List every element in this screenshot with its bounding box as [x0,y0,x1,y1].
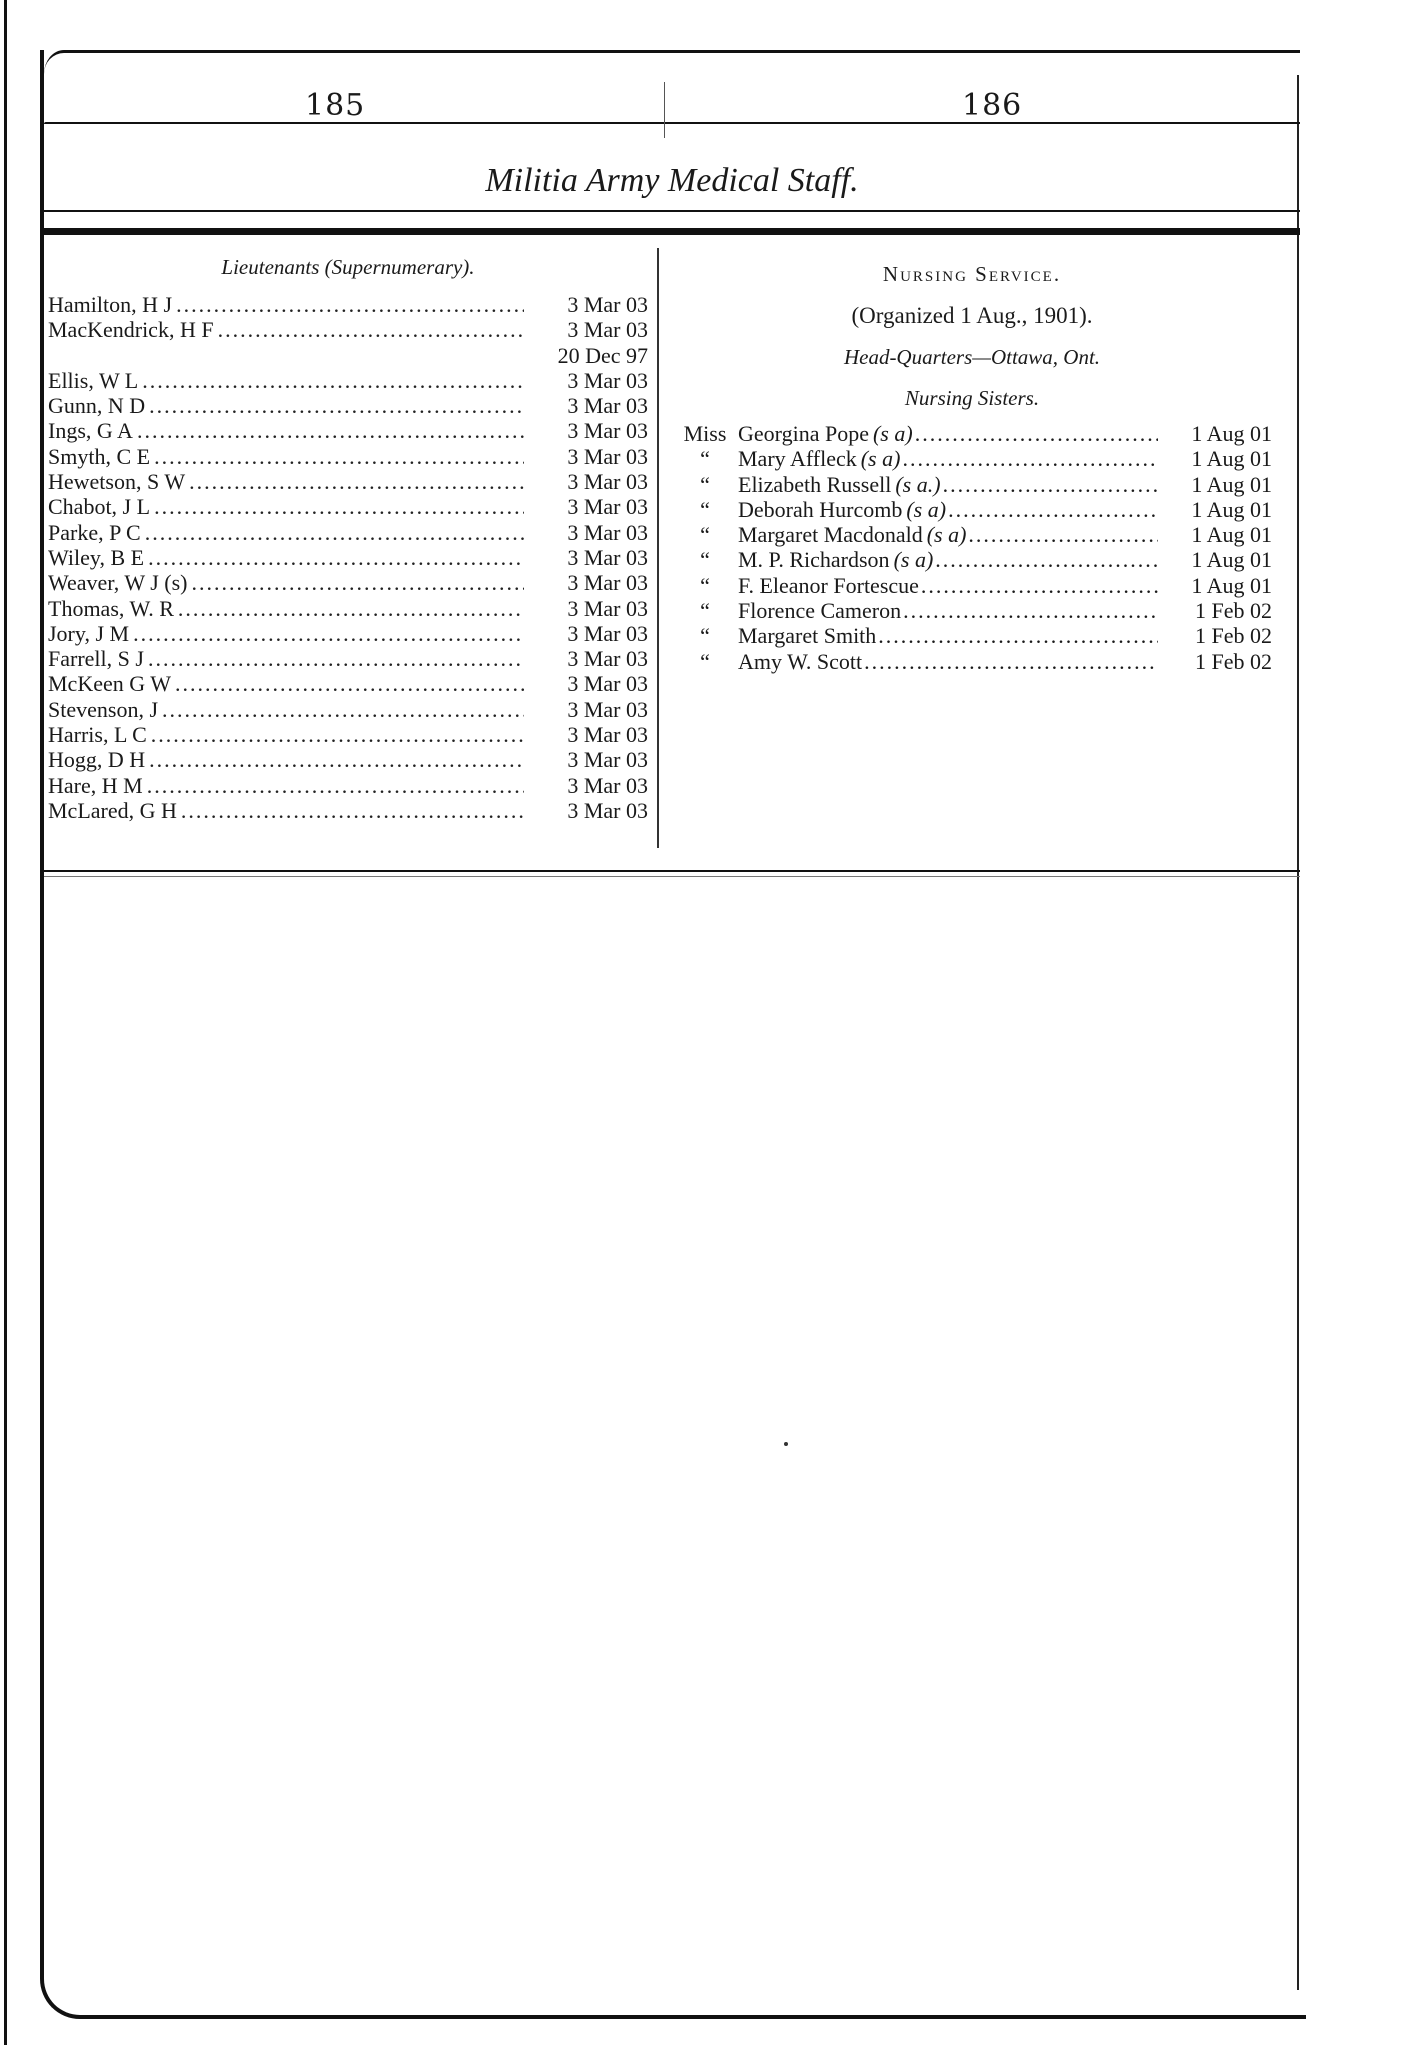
list-item [48,317,648,342]
list-item [48,520,648,545]
leader-dots [176,292,524,318]
appointment-date: 3 Mar 03 [567,393,648,419]
appointment-date: 3 Mar 03 [567,747,648,773]
leader-dots [948,497,1158,523]
leader-dots [864,649,1158,675]
list-item [48,368,648,393]
appointment-date: 1 Aug 01 [1191,522,1272,548]
title-rule [44,210,1300,212]
leader-dots [935,547,1158,573]
list-item [48,393,648,418]
appointment-date: 3 Mar 03 [567,671,648,697]
appointment-date: 3 Mar 03 [567,544,648,570]
header-rule [44,122,1300,124]
list-item [48,621,648,646]
leader-dots [137,418,524,444]
list-item [48,671,648,696]
list-item [48,469,648,494]
nurse-note: (s a) [860,446,901,472]
title-rule-thick [44,228,1300,235]
leader-dots [149,747,524,773]
page-border-right [1297,75,1299,1990]
title-prefix: “ [700,623,710,649]
list-item [48,343,648,368]
title-prefix: “ [700,598,710,624]
appointment-date: 20 Dec 97 [557,342,648,368]
officer-name: Smyth, C E [48,443,151,469]
nurse-name: Elizabeth Russell [738,471,892,497]
leader-dots [915,421,1158,447]
leader-dots [142,368,524,394]
appointment-date: 3 Mar 03 [567,620,648,646]
list-item [672,446,1272,471]
lieutenants-list [48,292,648,823]
list-item [672,421,1272,446]
appointment-date: 3 Mar 03 [567,595,648,621]
leader-dots [181,798,524,824]
officer-name: Farrell, S J [48,646,144,672]
organized-date: (Organized 1 Aug., 1901). [851,303,1093,328]
leader-dots [968,522,1158,548]
nursing-sisters-heading: Nursing Sisters. [904,386,1040,410]
leader-dots [149,393,524,419]
title-prefix: “ [700,572,710,598]
appointment-date: 3 Mar 03 [567,292,648,317]
officer-name: Hamilton, H J [48,292,173,317]
appointment-date: 1 Aug 01 [1191,471,1272,497]
list-item [672,649,1272,674]
leader-dots [148,646,524,672]
page-title: Militia Army Medical Staff. [485,162,859,199]
title-prefix: “ [700,648,710,674]
nurse-note: (s a) [906,496,947,522]
leader-dots [175,671,524,697]
bottom-rule [44,870,1300,872]
leader-dots [878,623,1158,649]
leader-dots [902,446,1158,472]
nurse-name: Margaret Smith [738,623,877,649]
page-number-right: 186 [962,88,1023,123]
appointment-date: 1 Aug 01 [1191,496,1272,522]
appointment-date: 3 Mar 03 [567,772,648,798]
page-border-top [44,50,1300,83]
officer-name: Thomas, W. R [48,595,174,621]
nurse-name: M. P. Richardson [738,547,890,573]
leader-dots [192,570,525,596]
list-item [48,646,648,671]
nurse-name: Florence Cameron [738,598,902,624]
title-prefix: “ [700,522,710,548]
officer-name: Chabot, J L [48,494,151,520]
officer-name: Hare, H M [48,772,143,798]
nurse-note: (s a) [926,522,967,548]
appointment-date: 3 Mar 03 [567,317,648,343]
nursing-service-column [672,262,1272,674]
leader-dots [921,573,1158,599]
page-number-left: 185 [305,88,366,123]
officer-name: MacKendrick, H F [48,317,214,343]
leader-dots [147,773,524,799]
leader-dots [154,494,524,520]
officer-name: Wiley, B E [48,544,145,570]
list-item [48,697,648,722]
page-binding-edge [4,0,7,2045]
leader-dots [162,697,524,723]
officer-name: Hogg, D H [48,747,146,773]
nurse-name: Georgina Pope [738,421,869,446]
list-item [48,545,648,570]
appointment-date: 3 Mar 03 [567,418,648,444]
officer-name: Harris, L C [48,722,147,748]
list-item [672,573,1272,598]
list-item [48,798,648,823]
list-item [672,472,1272,497]
officer-name: Parke, P C [48,519,141,545]
leader-dots [133,621,524,647]
nurse-name: Amy W. Scott [738,648,863,674]
list-item [48,494,648,519]
appointment-date: 3 Mar 03 [567,469,648,495]
leader-dots [189,469,524,495]
leader-dots [154,444,524,470]
column-divider [657,248,659,848]
nursing-service-heading: Nursing Service. [882,262,1062,286]
appointment-date: 3 Mar 03 [567,570,648,596]
list-item [672,497,1272,522]
officer-name: Stevenson, J [48,696,158,722]
leader-dots [178,596,524,622]
title-prefix: “ [700,446,710,472]
list-item [48,292,648,317]
officer-name: McLared, G H [48,797,177,823]
appointment-date: 3 Mar 03 [567,443,648,469]
appointment-date: 3 Mar 03 [567,797,648,823]
appointment-date: 1 Aug 01 [1191,421,1272,446]
title-prefix: “ [700,471,710,497]
nurse-name: F. Eleanor Fortescue [738,572,919,598]
appointment-date: 3 Mar 03 [567,646,648,672]
officer-name: Ings, G A [48,418,133,444]
title-prefix: “ [700,496,710,522]
list-item [48,596,648,621]
appointment-date: 3 Mar 03 [567,367,648,393]
appointment-date: 3 Mar 03 [567,519,648,545]
list-item [672,598,1272,623]
nurse-name: Margaret Macdonald [738,522,923,548]
nurse-name: Deborah Hurcomb [738,496,903,522]
list-item [48,773,648,798]
officer-name: McKeen G W [48,671,171,697]
leader-dots [943,472,1158,498]
lieutenants-column [48,255,648,823]
nurse-note: (s a.) [895,471,941,497]
lieutenants-heading: Lieutenants (Supernumerary). [221,255,475,279]
list-item [672,623,1272,648]
appointment-date: 1 Feb 02 [1195,623,1272,649]
officer-name: Jory, J M [48,620,130,646]
appointment-date: 1 Feb 02 [1195,648,1272,674]
appointment-date: 3 Mar 03 [567,696,648,722]
title-prefix: “ [700,547,710,573]
appointment-date: 1 Feb 02 [1195,598,1272,624]
nurse-note: (s a) [893,547,934,573]
appointment-date: 1 Aug 01 [1191,572,1272,598]
leader-dots [148,545,524,571]
appointment-date: 1 Aug 01 [1191,446,1272,472]
appointment-date: 1 Aug 01 [1191,547,1272,573]
paper-speck [784,1442,788,1446]
leader-dots [145,520,524,546]
list-item [672,547,1272,572]
officer-name: Gunn, N D [48,393,146,419]
nurse-name: Mary Affleck [738,446,857,472]
bottom-rule-2 [44,876,1300,877]
officer-name: Ellis, W L [48,367,139,393]
list-item [672,522,1272,547]
officer-name: Weaver, W J (s) [48,570,188,596]
leader-dots [218,317,524,343]
appointment-date: 3 Mar 03 [567,722,648,748]
appointment-date: 3 Mar 03 [567,494,648,520]
list-item [48,722,648,747]
list-item [48,444,648,469]
leader-dots [151,722,524,748]
title-prefix: Miss [683,421,727,446]
officer-name: Hewetson, S W [48,469,186,495]
nursing-sisters-list [672,421,1272,674]
headquarters-line: Head-Quarters—Ottawa, Ont. [843,345,1101,369]
leader-dots [903,598,1158,624]
list-item [48,418,648,443]
page-number-divider [664,82,665,138]
nurse-note: (s a) [872,421,913,446]
list-item [48,570,648,595]
list-item [48,747,648,772]
